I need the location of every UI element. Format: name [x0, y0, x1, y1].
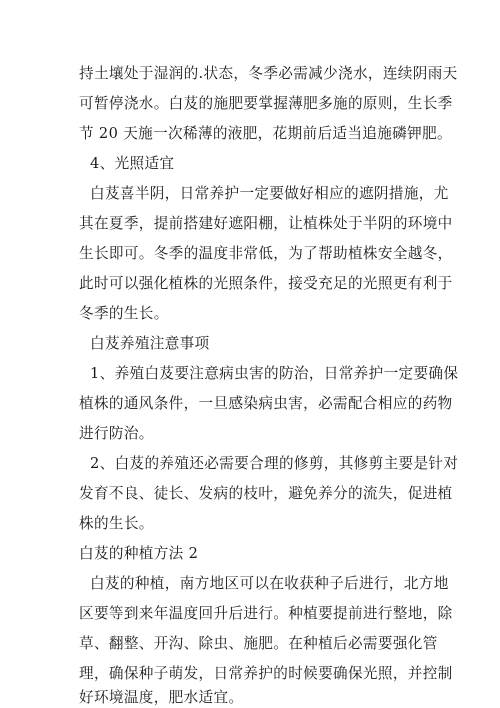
paragraph-line: 冬季的生长。: [79, 305, 169, 322]
paragraph-line: 白芨喜半阴，日常养护一定要做好相应的遮阴措施，尤: [90, 185, 449, 202]
paragraph-line: 白芨的种植，南方地区可以在收获种子后进行，北方地: [90, 575, 449, 592]
paragraph-line: 草、翻整、开沟、除虫、施肥。在种植后必需要强化管: [79, 635, 438, 652]
paragraph-line: 此时可以强化植株的光照条件，接受充足的光照更有利于: [79, 275, 453, 292]
paragraph-line: 持土壤处于湿润的.状态，冬季必需减少浇水，连续阴雨天: [79, 65, 458, 82]
paragraph-line: 生长即可。冬季的温度非常低，为了帮助植株安全越冬，: [79, 245, 453, 262]
paragraph-line: 好环境温度，肥水适宜。: [79, 689, 244, 706]
section-heading: 白芨养殖注意事项: [90, 335, 210, 352]
paragraph-line: 1、养殖白芨要注意病虫害的防治，日常养护一定要确保: [90, 365, 459, 382]
paragraph-line: 株的生长。: [79, 515, 154, 532]
paragraph-line: 理，确保种子萌发，日常养护的时候要确保光照，并控制: [79, 665, 453, 682]
paragraph-line: 2、白芨的养殖还必需要合理的修剪，其修剪主要是针对: [90, 455, 459, 472]
paragraph-line: 可暂停浇水。白芨的施肥要掌握薄肥多施的原则，生长季: [79, 95, 453, 112]
paragraph-line: 其在夏季，提前搭建好遮阳棚，让植株处于半阴的环境中: [79, 215, 453, 232]
paragraph-line: 进行防治。: [79, 425, 154, 442]
section-heading: 白芨的种植方法 2: [79, 545, 199, 562]
paragraph-line: 植株的通风条件，一旦感染病虫害，必需配合相应的药物: [79, 395, 453, 412]
paragraph-line: 区要等到来年温度回升后进行。种植要提前进行整地，除: [79, 605, 453, 622]
paragraph-line: 发育不良、徒长、发病的枝叶，避免养分的流失，促进植: [79, 485, 453, 502]
paragraph-line: 节 20 天施一次稀薄的液肥，花期前后适当追施磷钾肥。: [79, 125, 452, 142]
section-heading: 4、光照适宜: [90, 155, 175, 172]
